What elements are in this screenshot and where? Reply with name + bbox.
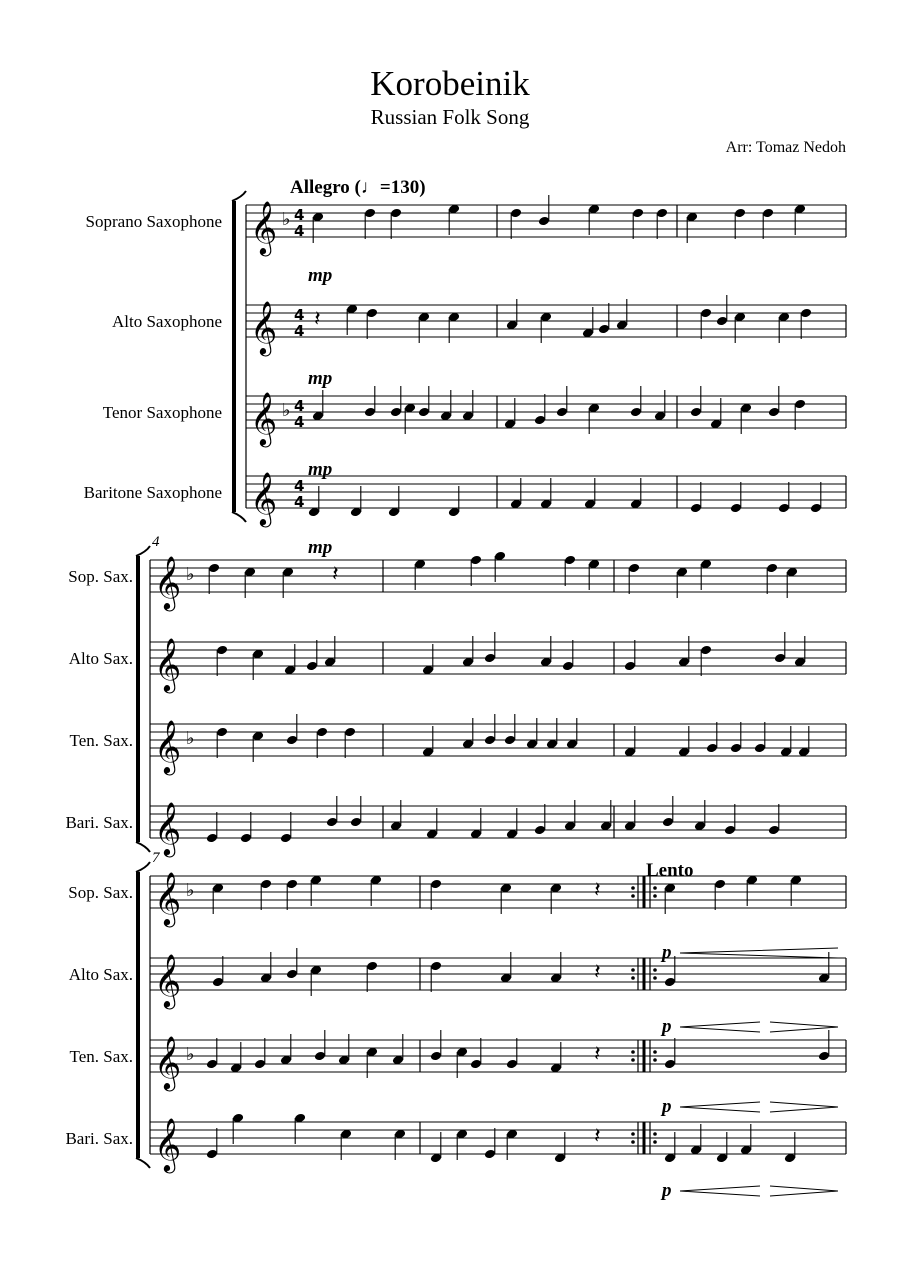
repeat-dot (631, 894, 635, 898)
quarter-rest: 𝄽 (594, 877, 601, 903)
treble-clef: 𝄞 (250, 391, 278, 445)
time-sig-denominator: 4 (294, 322, 305, 340)
instrument-label: Alto Sax. (68, 649, 133, 668)
tempo-lento: Lento (646, 860, 694, 881)
repeat-dot (653, 1058, 657, 1062)
dynamic-marking: p (662, 1016, 672, 1037)
treble-clef: 𝄞 (154, 719, 182, 773)
instrument-label: Sop. Sax. (68, 883, 133, 902)
bracket-hook-top (232, 191, 246, 201)
instrument-label: Bari. Sax. (65, 813, 133, 832)
crescendo-hairpin (680, 1186, 760, 1196)
tempo-allegro: Allegro (♩=130) (290, 177, 426, 198)
treble-clef: 𝄞 (250, 471, 278, 525)
system-bracket (136, 556, 140, 842)
system-bracket (232, 201, 236, 512)
treble-clef: 𝄞 (250, 300, 278, 354)
quarter-rest: 𝄽 (594, 1123, 601, 1149)
treble-clef: 𝄞 (154, 953, 182, 1007)
instrument-label: Sop. Sax. (68, 567, 133, 586)
treble-clef: 𝄞 (154, 871, 182, 925)
treble-clef: 𝄞 (154, 555, 182, 609)
dynamic-marking: p (662, 942, 672, 963)
dynamic-marking: mp (308, 265, 333, 286)
treble-clef: 𝄞 (154, 801, 182, 855)
instrument-label: Bari. Sax. (65, 1129, 133, 1148)
time-sig-numerator: 4 (294, 397, 305, 415)
bracket-hook-bottom (136, 842, 150, 852)
repeat-dot (653, 968, 657, 972)
flat-key-signature: ♭ (186, 564, 195, 585)
repeat-dot (631, 976, 635, 980)
flat-key-signature: ♭ (282, 209, 291, 230)
instrument-label: Baritone Saxophone (83, 483, 222, 502)
instrument-label: Ten. Sax. (69, 731, 133, 750)
quarter-rest: 𝄽 (314, 306, 321, 332)
repeat-dot (653, 1140, 657, 1144)
diminuendo-hairpin (770, 1022, 838, 1032)
flat-key-signature: ♭ (186, 1044, 195, 1065)
measure-number: 4 (152, 534, 160, 550)
diminuendo-hairpin (770, 1186, 838, 1196)
time-sig-numerator: 4 (294, 206, 305, 224)
repeat-dot (653, 1050, 657, 1054)
instrument-label: Alto Saxophone (111, 312, 222, 331)
quarter-rest: 𝄽 (594, 1041, 601, 1067)
score-subtitle: Russian Folk Song (370, 105, 530, 129)
treble-clef: 𝄞 (250, 200, 278, 254)
time-sig-denominator: 4 (294, 493, 305, 511)
repeat-dot (631, 1058, 635, 1062)
bracket-hook-top (136, 546, 150, 556)
arranger-credit: Arr: Tomaz Nedoh (725, 139, 846, 156)
diminuendo-hairpin (770, 1102, 838, 1112)
repeat-dot (631, 968, 635, 972)
instrument-label: Soprano Saxophone (85, 212, 222, 231)
treble-clef: 𝄞 (154, 1035, 182, 1089)
flat-key-signature: ♭ (282, 400, 291, 421)
flat-key-signature: ♭ (186, 728, 195, 749)
dynamic-marking: mp (308, 368, 333, 389)
repeat-dot (653, 886, 657, 890)
repeat-dot (653, 1132, 657, 1136)
quarter-rest: 𝄽 (332, 561, 339, 587)
quarter-rest: 𝄽 (594, 959, 601, 985)
instrument-label: Alto Sax. (68, 965, 133, 984)
repeat-dot (631, 886, 635, 890)
measure-number: 7 (152, 850, 160, 866)
score-title: Korobeinik (370, 64, 530, 103)
repeat-dot (653, 894, 657, 898)
bracket-hook-bottom (136, 1158, 150, 1168)
repeat-dot (631, 1050, 635, 1054)
repeat-dot (653, 976, 657, 980)
repeat-dot (631, 1132, 635, 1136)
crescendo-hairpin (680, 1022, 760, 1032)
treble-clef: 𝄞 (154, 637, 182, 691)
crescendo-hairpin (680, 1102, 760, 1112)
time-sig-numerator: 4 (294, 477, 305, 495)
time-sig-denominator: 4 (294, 222, 305, 240)
time-sig-denominator: 4 (294, 413, 305, 431)
flat-key-signature: ♭ (186, 880, 195, 901)
instrument-label: Ten. Sax. (69, 1047, 133, 1066)
system-bracket (136, 872, 140, 1158)
dynamic-marking: mp (308, 537, 333, 558)
repeat-dot (631, 1140, 635, 1144)
dynamic-marking: p (662, 1096, 672, 1117)
dynamic-marking: mp (308, 459, 333, 480)
bracket-hook-bottom (232, 512, 246, 522)
bracket-hook-top (136, 862, 150, 872)
dynamic-marking: p (662, 1180, 672, 1201)
treble-clef: 𝄞 (154, 1117, 182, 1171)
crescendo-hairpin (680, 948, 838, 958)
time-sig-numerator: 4 (294, 306, 305, 324)
instrument-label: Tenor Saxophone (102, 403, 222, 422)
